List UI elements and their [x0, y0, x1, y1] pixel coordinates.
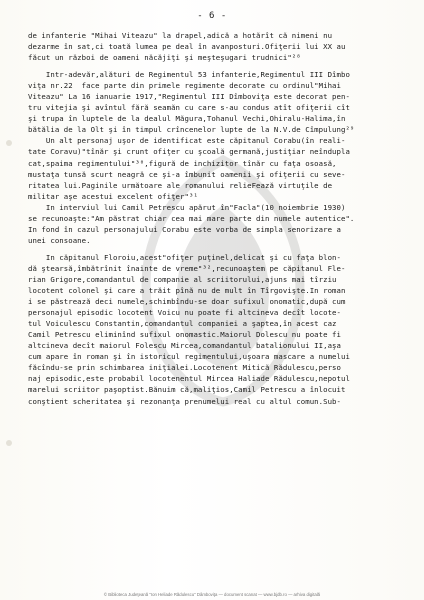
typewritten-text: [28, 30, 410, 407]
text-line: Un alt personaj uşor de identificat este căpitanul Corabu(în reali-: [28, 136, 346, 146]
text-line: In căpitanul Floroiu,acest"ofiţer puţinel,delicat şi cu faţa blon-: [28, 252, 341, 262]
text-line: militar aşe acestui excelent ofiţer"³¹: [28, 191, 198, 201]
text-line: Camil Petrescu eliminînd sufixul onomastic.Maiorul Dolescu nu poate fi: [28, 330, 341, 340]
text-line: conştient scheritatea şi rezonanţa prenumelui real cu altul comun.Sub-: [28, 396, 341, 406]
punch-hole: [6, 440, 12, 446]
text-line: tul Voiculescu Constantin,comandantul companiei a şaptea,în acest caz: [28, 319, 337, 329]
text-line: viţa nr.22 face parte din primele regimente decorate cu ordinul"Mihai: [28, 81, 341, 91]
text-line: altcineva decît maiorul Folescu Mircea,comandantul batalionului II,aşa: [28, 341, 341, 351]
text-line: locotent colonel şi care a trăit pînă nu de mult în Tîrgovişte.In roman: [28, 286, 346, 296]
text-line: şi trupa în luptele de la dealul Măgura,Tohanul Vechi,Ohiralu-Halima,în: [28, 114, 346, 124]
text-line: unei consoane.: [28, 235, 91, 245]
text-line: tate Coravu)"tînăr şi crunt ofiţer cu şcoală germană,justiţiar neîndupla: [28, 147, 350, 157]
text-line: In interviul lui Camil Petrescu apărut în"Facla"(10 noiembrie 1930): [28, 202, 346, 212]
text-line: cat,spaima regimentului"³⁰,figură de inchizitor tînăr cu faţa osoasă,: [28, 158, 337, 168]
text-line: făcut un război de oameni năcăjiţi şi meşteşugari trudnici"²⁸: [28, 53, 301, 63]
text-line: făcîndu-se prin schimbarea iniţialei.Locotenent Mitică Rădulescu,perso: [28, 363, 341, 373]
text-line: cum apare în roman şi în istoricul regimentului,uşoara mascare a numelui: [28, 352, 350, 362]
text-line: naj episodic,este probabil locotenentul Mircea Haliade Rădulescu,nepotul: [28, 374, 350, 384]
text-line: se recunoaşte:"Am păstrat chiar cea mai mare parte din numele autentice".: [28, 213, 355, 223]
page-number: - 6 -: [197, 11, 227, 21]
text-line: rian Grigore,comandantul de companie al scriitorului,ajuns mai tîrziu: [28, 274, 337, 284]
text-line: marelui scriitor paşoptist.Bănuim că,maliţios,Camil Petrescu a înlocuit: [28, 385, 346, 395]
text-line: Intr-adevăr,alături de Regimentul 53 infanterie,Regimentul III Dîmbo: [28, 70, 350, 80]
text-line: bătălia de la Olt şi în timpul crîncenelor lupte de la N.V.de Cîmpulung²⁹: [28, 125, 355, 135]
text-line: i se păstrează deci numele,schimbîndu-se doar sufixul onomatic,după cum: [28, 297, 346, 307]
text-line: In fond în cazul personajului Corabu este vorba de simpla senorizare a: [28, 224, 341, 234]
archive-footer: © Biblioteca Judeţeană "Ion Heliade Rădulescu" Dâmboviţa — document scanat — www.bjdb.ro — arhiva digitală: [103, 592, 321, 597]
text-line: Viteazu" La 16 ianuarie 1917,"Regimentul III Dîmboviţa este decorat pen-: [28, 92, 350, 102]
text-line: ritatea lui.Paginile următoare ale romanului relieFează virtuţile de: [28, 180, 333, 190]
text-line: de infanterie "Mihai Viteazu" la drapel,adică a hotărît că nimeni nu: [28, 31, 333, 40]
text-line: mustaţa tunsă scurt neagră ce şi-a îmbunit oamenii şi ofiţerii cu seve-: [28, 169, 346, 179]
text-line: tru vitejia şi avîntul fără seamăn cu care s-au condus atît ofiţerii cît: [28, 103, 350, 113]
text-line: personajul episodic locotent Voicu nu poate fi altcineva decît locote-: [28, 308, 341, 318]
text-line: dezarme în sat,ci toată lumea pe deal în avanposturi.Ofiţerii lui XX au: [28, 42, 346, 52]
punch-hole: [6, 140, 12, 146]
text-line: dă ştearsă,îmbătrînit înainte de vreme"³²,recunoaştem pe căpitanul Fle-: [28, 263, 346, 273]
